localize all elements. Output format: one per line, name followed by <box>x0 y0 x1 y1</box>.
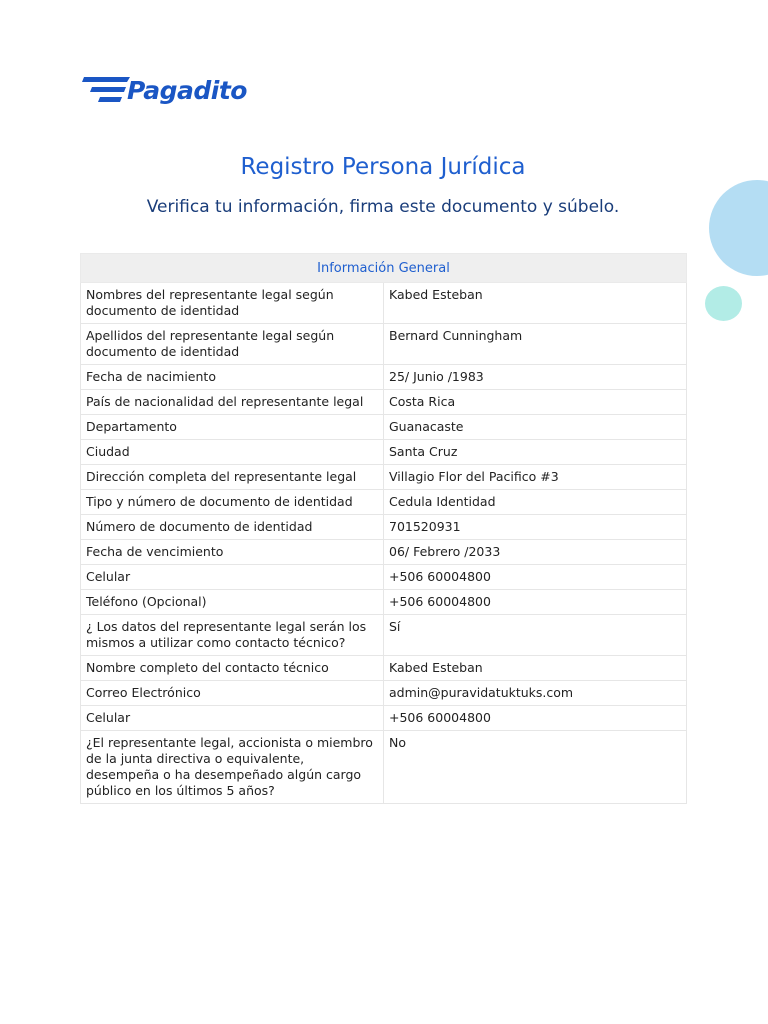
row-label: Número de documento de identidad <box>81 515 384 540</box>
row-label: Celular <box>81 706 384 731</box>
page-subtitle: Verifica tu información, firma este documento y súbelo. <box>146 197 620 217</box>
row-label: Celular <box>81 565 384 590</box>
row-value: Kabed Esteban <box>384 656 687 681</box>
general-info-table <box>80 253 687 804</box>
table-row <box>81 440 687 465</box>
row-label: Correo Electrónico <box>81 681 384 706</box>
row-label: Teléfono (Opcional) <box>81 590 384 615</box>
row-label: Dirección completa del representante legal <box>81 465 384 490</box>
table-row <box>81 515 687 540</box>
row-value: +506 60004800 <box>384 565 687 590</box>
row-value: 701520931 <box>384 515 687 540</box>
row-value: 25/ Junio /1983 <box>384 365 687 390</box>
table-row <box>81 615 687 656</box>
row-value: +506 60004800 <box>384 590 687 615</box>
table-row <box>81 540 687 565</box>
row-value: Guanacaste <box>384 415 687 440</box>
row-label: Apellidos del representante legal según documento de identidad <box>81 324 384 365</box>
section-title: Información General <box>81 254 687 283</box>
row-value: Kabed Esteban <box>384 283 687 324</box>
row-value: +506 60004800 <box>384 706 687 731</box>
row-label: ¿ Los datos del representante legal serán los mismos a utilizar como contacto técnico? <box>81 615 384 656</box>
row-value: Bernard Cunningham <box>384 324 687 365</box>
table-row <box>81 465 687 490</box>
table-row <box>81 390 687 415</box>
row-label: País de nacionalidad del representante legal <box>81 390 384 415</box>
row-value: Costa Rica <box>384 390 687 415</box>
table-header-row <box>81 254 687 283</box>
row-label: Departamento <box>81 415 384 440</box>
row-value: Santa Cruz <box>384 440 687 465</box>
row-label: Nombres del representante legal según documento de identidad <box>81 283 384 324</box>
row-value: admin@puravidatuktuks.com <box>384 681 687 706</box>
row-label: Ciudad <box>81 440 384 465</box>
table-row <box>81 565 687 590</box>
table-row <box>81 681 687 706</box>
row-label: Nombre completo del contacto técnico <box>81 656 384 681</box>
row-value: Villagio Flor del Pacifico #3 <box>384 465 687 490</box>
row-label: Tipo y número de documento de identidad <box>81 490 384 515</box>
logo-wordmark: Pagadito <box>127 76 247 105</box>
table-row <box>81 490 687 515</box>
row-value: Cedula Identidad <box>384 490 687 515</box>
row-label: Fecha de nacimiento <box>81 365 384 390</box>
table-row <box>81 365 687 390</box>
row-label: Fecha de vencimiento <box>81 540 384 565</box>
pagadito-logo <box>82 74 254 114</box>
page-title: Registro Persona Jurídica <box>240 154 526 180</box>
decorative-circle-large <box>709 180 768 276</box>
table-row <box>81 415 687 440</box>
table-row <box>81 590 687 615</box>
table-row <box>81 283 687 324</box>
table-row <box>81 324 687 365</box>
row-value: Sí <box>384 615 687 656</box>
row-label: ¿El representante legal, accionista o miembro de la junta directiva o equivalente, desempeña o ha desempeñado algún cargo público en los últimos 5 años? <box>81 731 384 804</box>
table-row <box>81 656 687 681</box>
row-value: 06/ Febrero /2033 <box>384 540 687 565</box>
table-row <box>81 706 687 731</box>
table-row <box>81 731 687 804</box>
decorative-circle-small <box>705 286 742 321</box>
row-value: No <box>384 731 687 804</box>
